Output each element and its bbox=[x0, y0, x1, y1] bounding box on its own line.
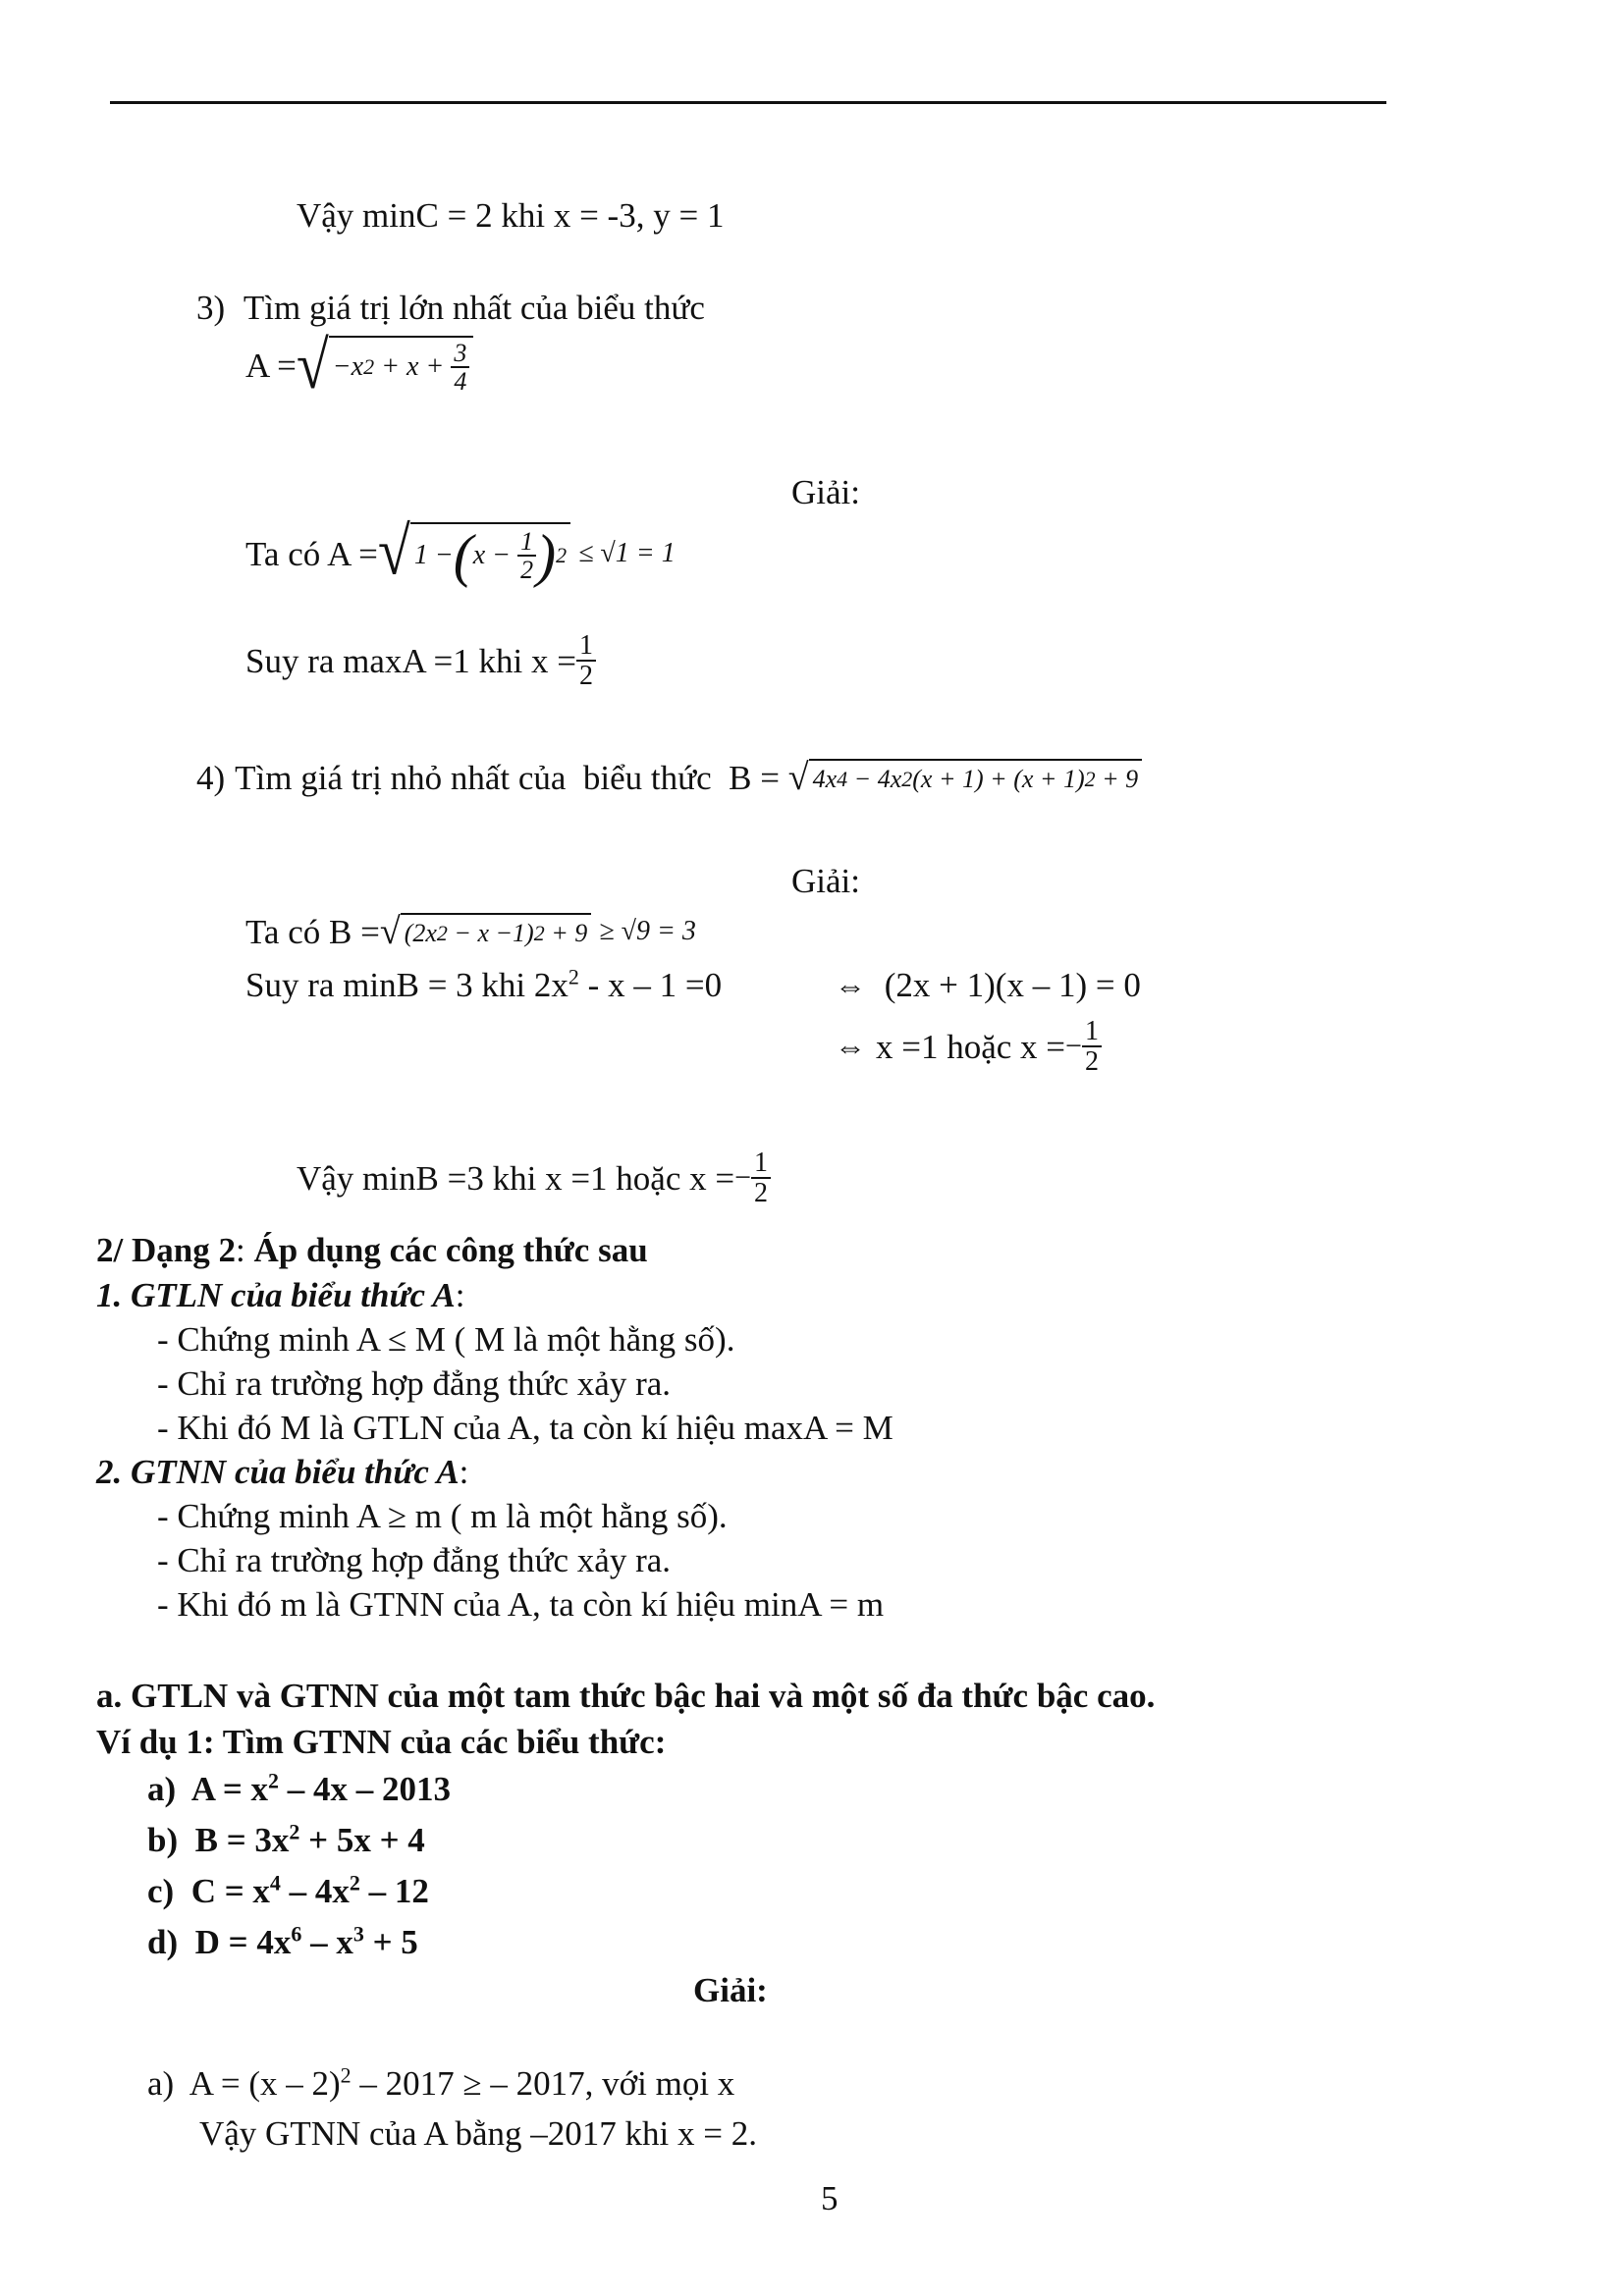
solution-a-line-2: Vậy GTNN của A bằng –2017 khi x = 2. bbox=[199, 2114, 757, 2153]
problem-4 bbox=[196, 759, 1142, 796]
gtnn-item-3: - Khi đó m là GTNN của A, ta còn kí hiệu minA = m bbox=[157, 1585, 885, 1624]
gtnn-item-1: - Chứng minh A ≥ m ( m là một hằng số). bbox=[157, 1497, 728, 1535]
equivalence-1 bbox=[835, 968, 1141, 1002]
page-number: 5 bbox=[821, 2179, 839, 2217]
suy-ra-minB-tail: - x – 1 =0 bbox=[578, 966, 723, 1004]
solution-3-line-1: Ta có A = √ 1 − ( x − $\frac{1}{2}$ ) 2 ≤ √1 = 1 bbox=[245, 513, 676, 589]
ta-co-a: Ta có A = bbox=[245, 534, 378, 573]
iff-2-text: x =1 hoặc x = bbox=[876, 1027, 1066, 1066]
problem-3-text: Tìm giá trị lớn nhất của biểu thức bbox=[243, 289, 705, 327]
sqrt-icon: √ −x 2 + x + $\frac{3}{4}$ bbox=[297, 336, 473, 396]
sqrt-icon: √ 4x 4 − 4x 2 (x + 1) + (x + 1) 2 + 9 bbox=[788, 759, 1142, 796]
iff-icon: ⇔ bbox=[835, 1029, 866, 1065]
gtln-item-2: - Chỉ ra trường hợp đẳng thức xảy ra. bbox=[157, 1364, 672, 1403]
solution-3-line-2: Suy ra maxA =1 khi x = $\frac{1}{2}$ bbox=[245, 631, 596, 691]
solution-a-line-1: a) A = (x – 2)$^2$ – 2017 ≥ – 2017, với mọi x bbox=[147, 2062, 735, 2103]
gtln-item-1: - Chứng minh A ≤ M ( M là một hằng số). bbox=[157, 1320, 735, 1359]
problem-4-number: 4) bbox=[196, 758, 226, 797]
ta-co-b: Ta có B = bbox=[245, 912, 380, 951]
sqrt-icon: √ (2x 2 − x −1) 2 + 9 bbox=[380, 913, 591, 950]
solution-heading-3: Giải: bbox=[791, 473, 860, 511]
solution-heading-example-1: Giải: bbox=[693, 1971, 768, 2009]
vay-minB: Vậy minB =3 khi x =1 hoặc x = bbox=[297, 1158, 735, 1198]
problem-3-formula bbox=[245, 328, 473, 402]
example-1-item-d: d) $D = 4x^6 - x^3 + 5$ bbox=[147, 1921, 418, 1961]
solution-heading-4: Giải: bbox=[791, 862, 860, 900]
dang-2-heading: 2/ Dạng 2: Áp dụng các công thức sau bbox=[96, 1231, 648, 1269]
gtln-heading: 1. GTLN của biểu thức A: bbox=[96, 1276, 465, 1314]
solution-4-line-1: Ta có B = √ (2x 2 − x −1) 2 + 9 ≥ √9 = 3 bbox=[245, 911, 696, 952]
example-1-heading: Ví dụ 1: Tìm GTNN của các biểu thức: bbox=[96, 1723, 667, 1761]
conclusion-minB: Vậy minB =3 khi x =1 hoặc x = − $\frac{1}{2}$ bbox=[297, 1148, 771, 1208]
problem-3-number: 3) bbox=[196, 289, 226, 327]
solution-4-line-2: Suy ra minB = 3 khi $2x^2 - x - 1 =0$ bbox=[245, 964, 723, 1004]
gtnn-heading: 2. GTNN của biểu thức A: bbox=[96, 1453, 469, 1491]
gtnn-item-2: - Chỉ ra trường hợp đẳng thức xảy ra. bbox=[157, 1541, 672, 1579]
conclusion-minC: Vậy minC = 2 khi x = -3, y = 1 bbox=[297, 196, 725, 235]
problem-4-text: Tìm giá trị nhỏ nhất của biểu thức B = bbox=[235, 758, 788, 797]
gtln-item-3: - Khi đó M là GTLN của A, ta còn kí hiệu maxA = M bbox=[157, 1409, 893, 1447]
example-1-item-c: c) $C = x^4 - 4x^2 - 12$ bbox=[147, 1870, 429, 1910]
example-1-item-a: a) $A = x^2 - 4x - 2013$ bbox=[147, 1768, 452, 1808]
section-a-heading: a. GTLN và GTNN của một tam thức bậc hai và một số đa thức bậc cao. bbox=[96, 1677, 1156, 1715]
header-rule bbox=[110, 101, 1386, 104]
formula-lhs: A = bbox=[245, 346, 297, 385]
problem-3 bbox=[196, 291, 705, 325]
sqrt-icon: √ 1 − ( x − $\frac{1}{2}$ ) 2 bbox=[378, 522, 570, 585]
iff-1-text: (2x + 1)(x – 1) = 0 bbox=[884, 966, 1141, 1004]
suy-ra-maxA: Suy ra maxA =1 khi x = bbox=[245, 641, 576, 680]
iff-icon: ⇔ bbox=[835, 968, 866, 1003]
suy-ra-minB: Suy ra minB = 3 khi 2x bbox=[245, 966, 568, 1004]
equivalence-2: ⇔ x =1 hoặc x = − $\frac{1}{2}$ bbox=[835, 1017, 1102, 1077]
example-1-item-b: b) $B = 3x^2 + 5x + 4$ bbox=[147, 1819, 425, 1859]
